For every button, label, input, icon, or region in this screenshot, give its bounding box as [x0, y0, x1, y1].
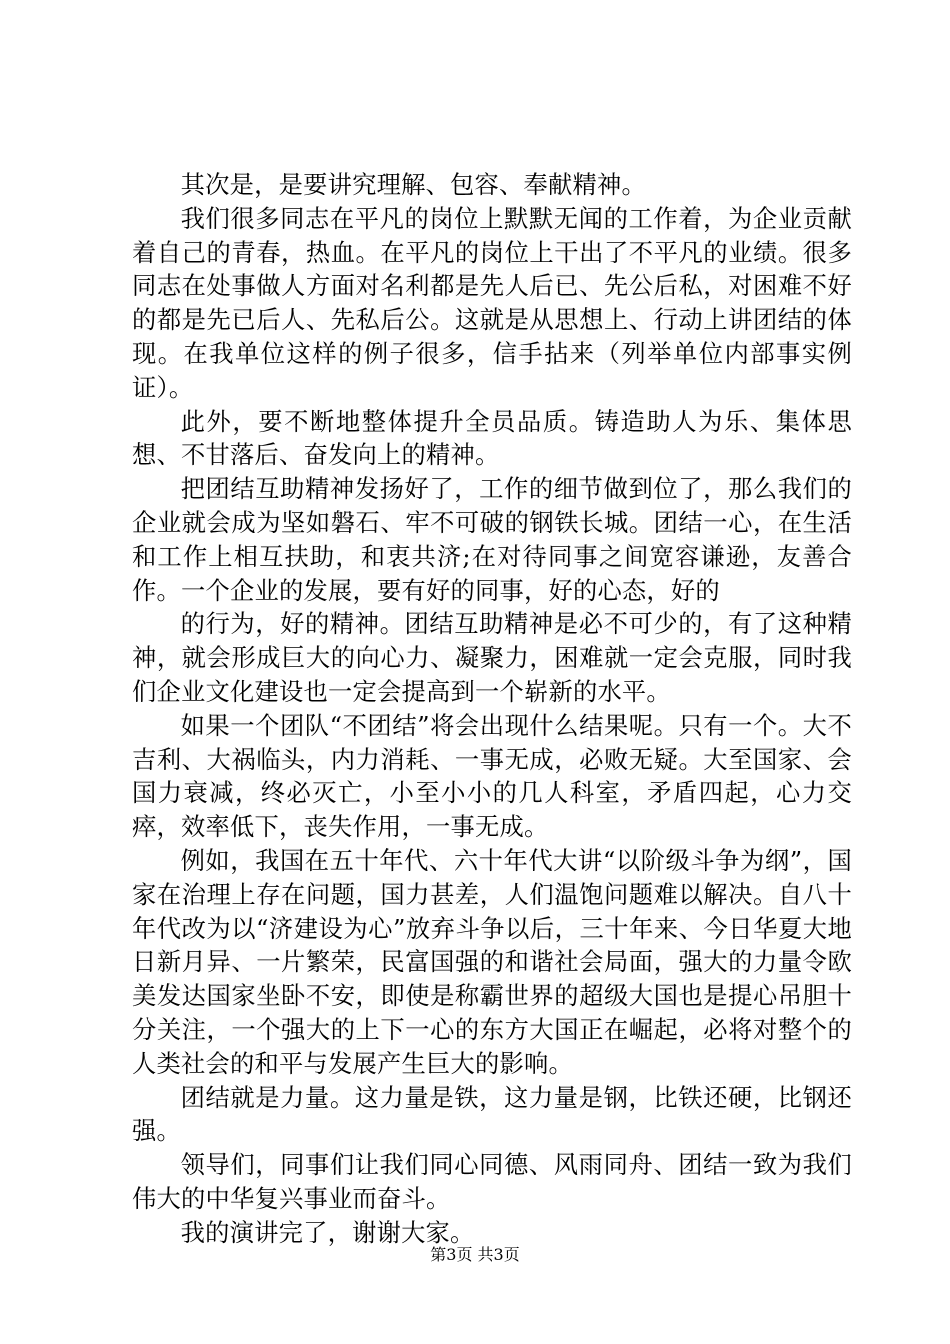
document-body [132, 168, 852, 1250]
paragraph-7: 例如，我国在五十年代、六十年代大讲“以阶级斗争为纲”，国家在治理上存在问题，国力甚差，人们温饱问题难以解决。自八十年代改为以“济建设为心”放弃斗争以后，三十年来、今日华夏大地日新月异、一片繁荣，民富国强的和谐社会局面，强大的力量令欧美发达国家坐卧不安，即使是称霸世界的超级大国也是提心吊胆十分关注，一个强大的上下一心的东方大国正在崛起，必将对整个的人类社会的和平与发展产生巨大的影响。 [132, 845, 852, 1078]
paragraph-6: 如果一个团队“不团结”将会出现什么结果呢。只有一个。大不吉利、大祸临头，内力消耗、一事无成，必败无疑。大至国家、会国力衰减，终必灭亡，小至小小的几人科室，矛盾四起，心力交瘁，效率低下，丧失作用，一事无成。 [132, 710, 852, 842]
paragraph-10: 我的演讲完了，谢谢大家。 [180, 1217, 475, 1247]
paragraph-1: 其次是，是要讲究理解、包容、奉献精神。 [180, 170, 647, 199]
paragraph-2: 我们很多同志在平凡的岗位上默默无闻的工作着，为企业贡献着自己的青春，热血。在平凡的岗位上干出了不平凡的业绩。很多同志在处事做人方面对名利都是先人后已、先公后私，对困难不好的都是先已后人、先私后公。这就是从思想上、行动上讲团结的体现。在我单位这样的例子很多，信手拈来（列举单位内部事实例证）。 [132, 203, 852, 402]
paragraph-4: 把团结互助精神发扬好了，工作的细节做到位了，那么我们的企业就会成为坚如磐石、牢不可破的钢铁长城。团结一心，在生活和工作上相互扶助，和衷共济;在对待同事之间宽容谦逊，友善合作。一个企业的发展，要有好的同事，好的心态，好的 [132, 474, 852, 605]
paragraph-5: 的行为，好的精神。团结互助精神是必不可少的，有了这种精神，就会形成巨大的向心力、凝聚力，困难就一定会克服，同时我们企业文化建设也一定会提高到一个崭新的水平。 [132, 609, 852, 706]
paragraph-3: 此外，要不断地整体提升全员品质。铸造助人为乐、集体思想、不甘落后、奋发向上的精神。 [132, 406, 852, 470]
paragraph-8: 团结就是力量。这力量是铁，这力量是钢，比铁还硬，比钢还强。 [132, 1082, 852, 1146]
paragraph-9: 领导们，同事们让我们同心同德、风雨同舟、团结一致为我们伟大的中华复兴事业而奋斗。 [132, 1150, 852, 1213]
page-footer: 第3页 共3页 [430, 1245, 520, 1264]
